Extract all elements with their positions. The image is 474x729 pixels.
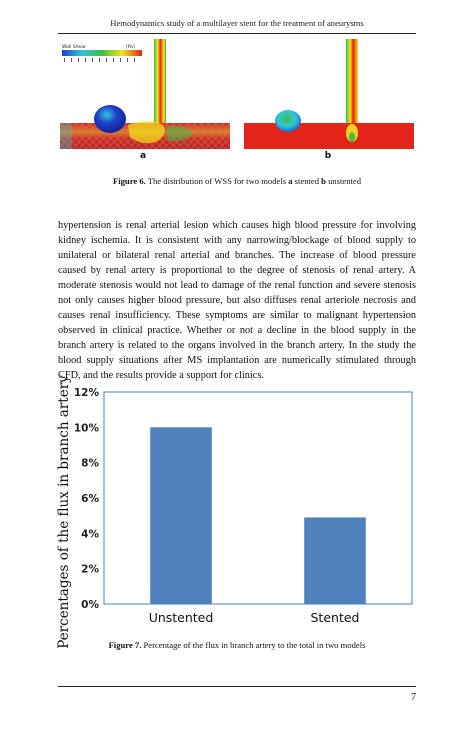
running-header: Hemodynamics study of a multilayer stent for the treatment of aneurysms (110, 18, 364, 28)
bar-stented (304, 517, 366, 604)
wss-scale-ticks (64, 58, 135, 62)
wss-legend-title: Wall Shear (62, 45, 86, 50)
figure-7-caption (58, 640, 416, 650)
chart-bars (150, 427, 366, 604)
chart-y-ticks (74, 387, 100, 611)
x-tick-label-unstented: Unstented (148, 610, 214, 625)
panel-a-label: a (139, 151, 147, 161)
bar-unstented (150, 427, 212, 604)
chart-y-axis-label: Percentages of the flux in branch artery (56, 375, 72, 649)
wss-legend-unit: [Pa] (126, 45, 135, 50)
y-tick-label: 0% (81, 599, 99, 611)
figure-7-caption-label: Figure 7. (108, 640, 142, 650)
body-paragraph: hypertension is renal arterial lesion which causes high blood pressure for involving kidney ischemia. It is consistent with any narrowing/blockage of blood supply to unilateral or bilateral renal arterial and branches. The increase of blood pressure caused by renal artery is proportional to the degree of stenosis of renal artery. A moderate stenosis would not lead to damage of the renal function and severe stenosis not only causes higher blood pressure, but also diffuses renal arteriole necrosis and causes renal insufficiency. These symptoms are similar to malignant hypertension observed in clinical practice. Whether or not a decline in the blood supply in the branch artery is related to the organs involved in the branch artery. In the study the blood supply situations after MS implantation are numerically stimulated through CFD, and the results provide a support for clinics. (58, 220, 416, 382)
x-tick-label-stented: Stented (310, 610, 360, 625)
body-text (58, 218, 416, 384)
footer-rule (58, 686, 416, 687)
page-number: 7 (411, 692, 416, 703)
figure-7-caption-text: Percentage of the flux in branch artery to the total in two models (141, 640, 366, 650)
figure-6-caption-a: a (288, 176, 293, 186)
header-rule (58, 33, 416, 34)
y-tick-label: 12% (73, 387, 99, 399)
y-tick-label: 2% (81, 563, 99, 576)
panel-b-unstented-model (244, 39, 414, 149)
y-tick-label: 8% (81, 457, 99, 470)
y-tick-label: 6% (81, 493, 99, 505)
figure-6-caption-text-3: unstented (325, 176, 362, 186)
figure-6-caption-text-1: The distribution of WSS for two models (145, 176, 289, 186)
figure-6-caption-label: Figure 6. (112, 176, 146, 186)
wss-color-scale (62, 50, 142, 56)
panel-b-label: b (324, 151, 332, 161)
y-tick-label: 10% (73, 422, 99, 435)
figure-6-caption (58, 176, 416, 186)
figure-6-caption-text-2: stented (292, 176, 322, 186)
figure-6-caption-b: b (321, 176, 326, 186)
figure-6-wss-image (58, 37, 416, 161)
y-tick-label: 4% (81, 528, 99, 541)
chart-x-labels (149, 610, 360, 625)
